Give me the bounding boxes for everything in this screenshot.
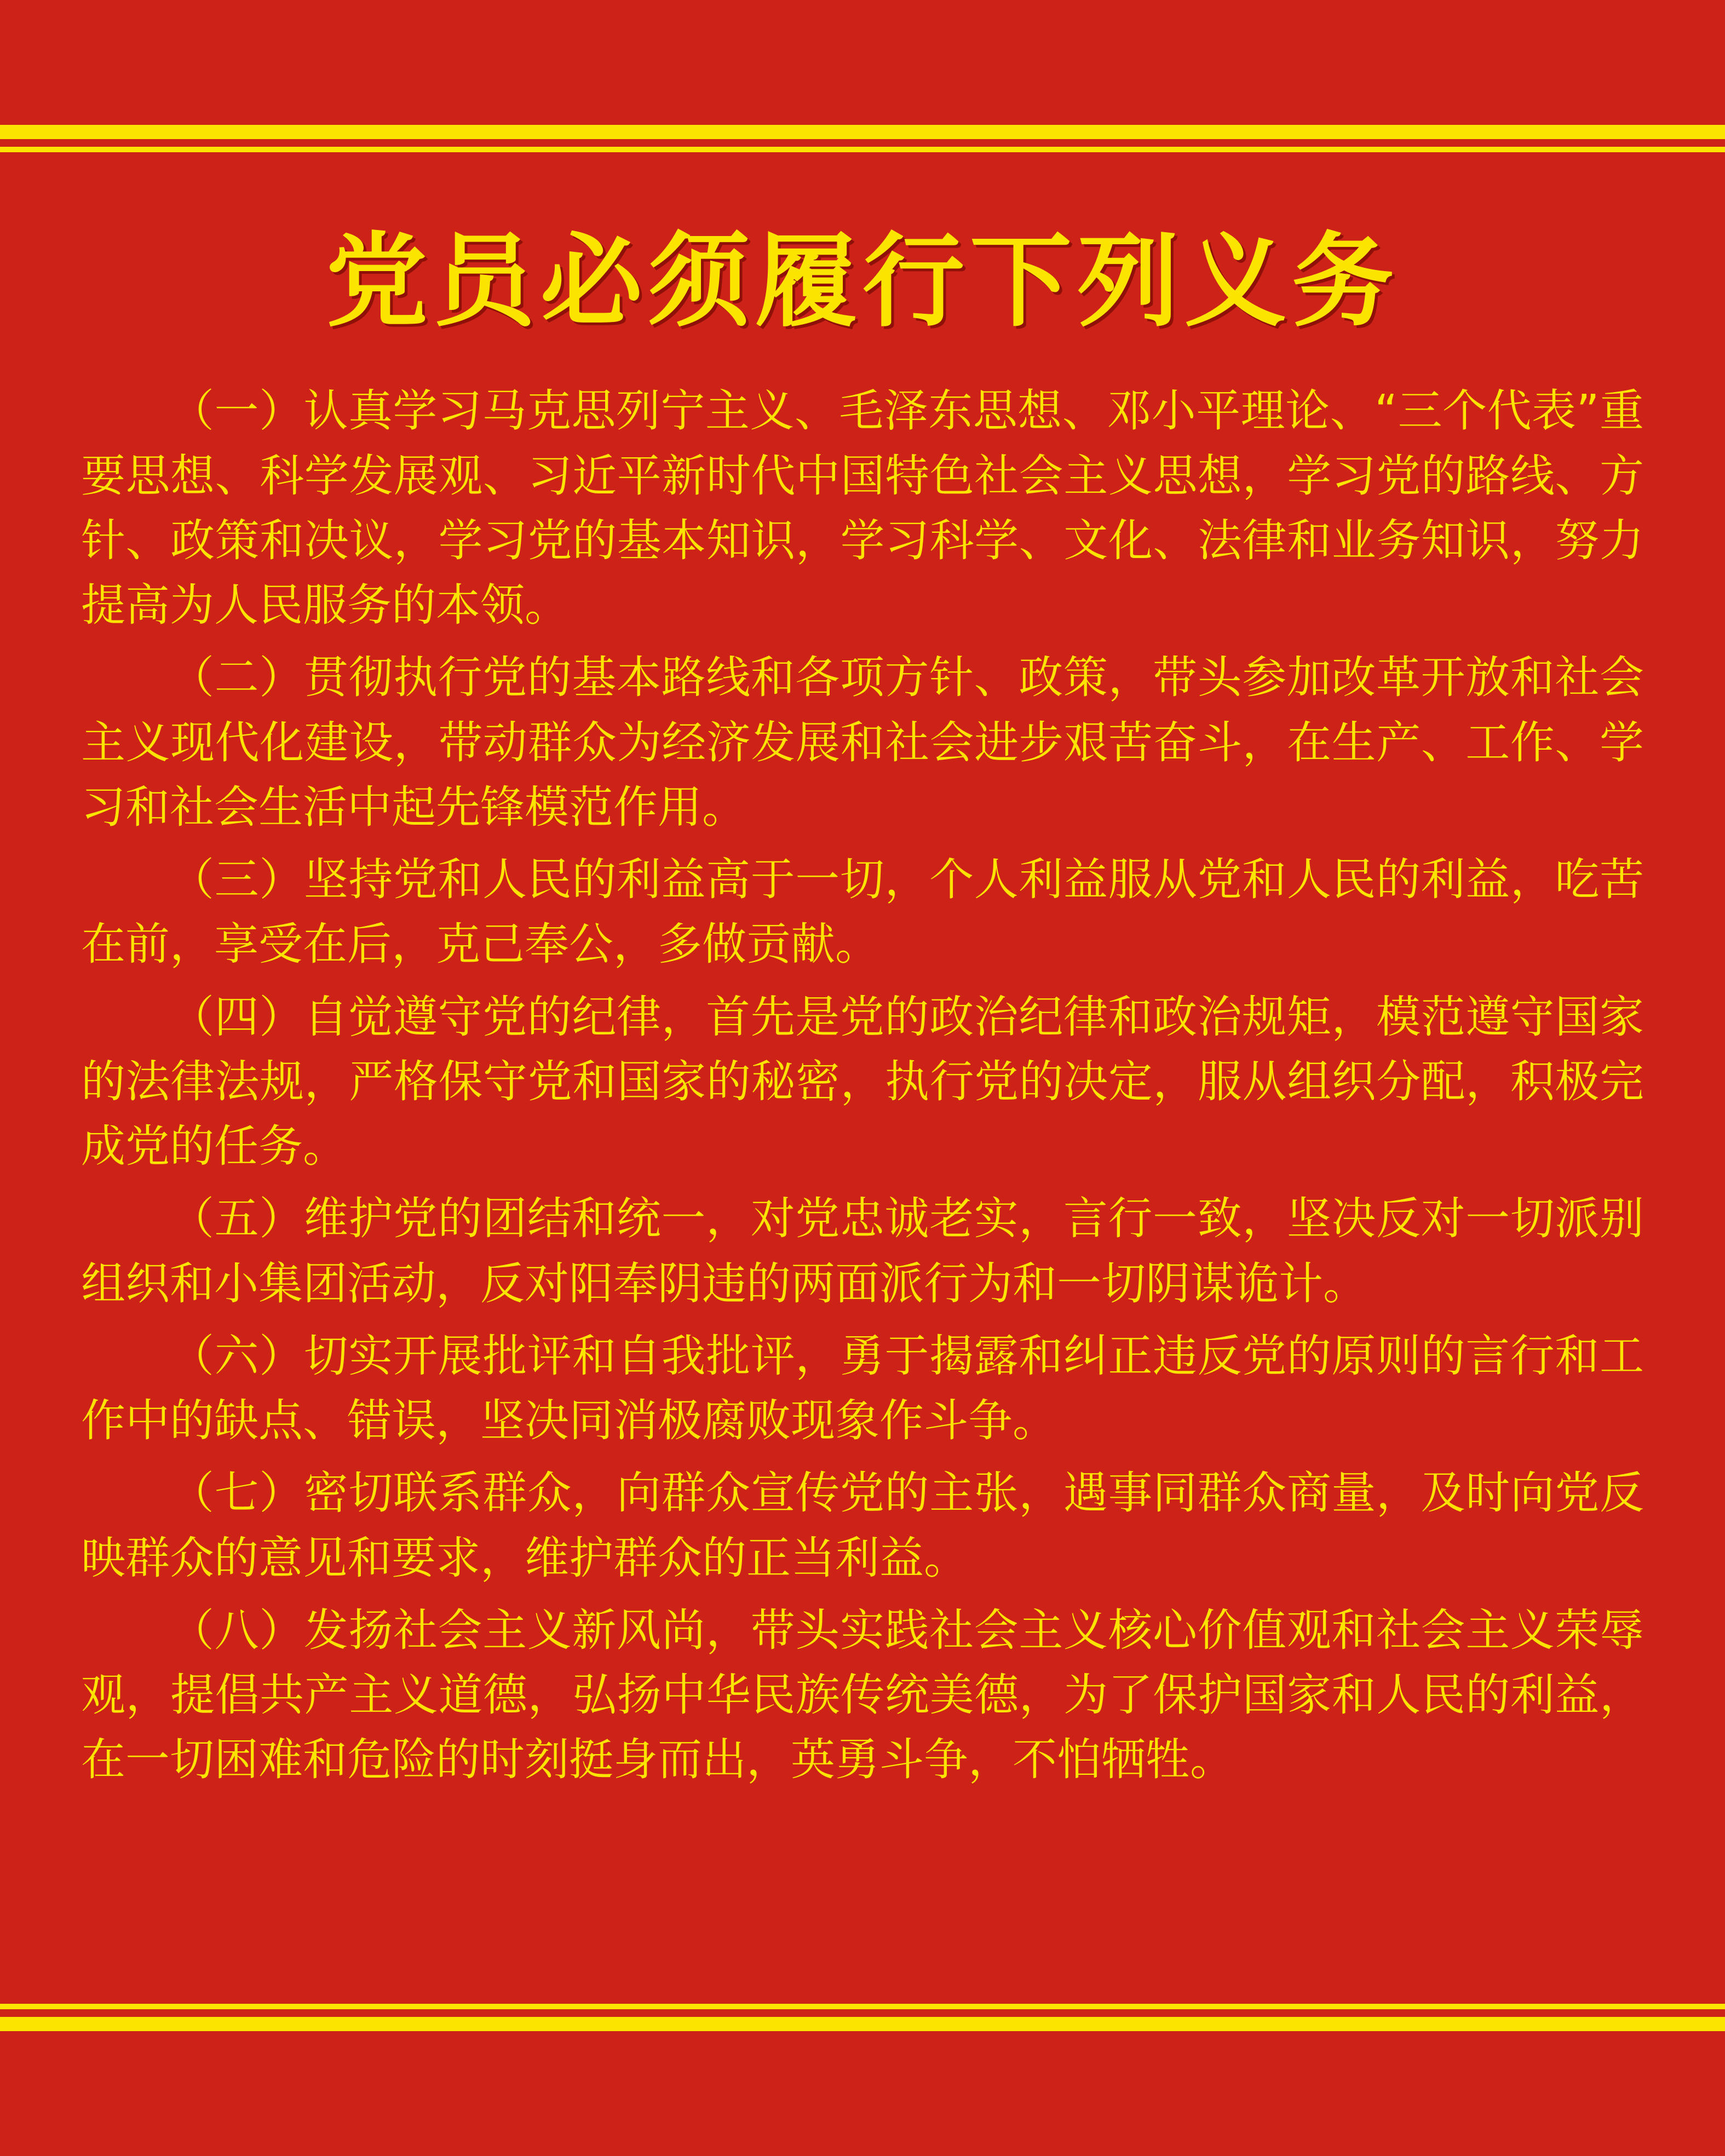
clause-item-5: （五）维护党的团结和统一，对党忠诚老实，言行一致，坚决反对一切派别组织和小集团活动，反对阳奉阴违的两面派行为和一切阴谋诡计。 <box>81 1193 1644 1310</box>
clause-item-8: （八）发扬社会主义新风尚，带头实践社会主义核心价值观和社会主义荣辱观，提倡共产主义道德，弘扬中华民族传统美德，为了保护国家和人民的利益，在一切困难和危险的时刻挺身而出，英勇斗争，不怕牺牲。 <box>81 1605 1644 1786</box>
top-border-rule-inner <box>0 147 1725 152</box>
page-title: 党员必须履行下列义务 <box>325 222 1399 341</box>
clause-item-2: （二）贯彻执行党的基本路线和各项方针、政策，带头参加改革开放和社会主义现代化建设，带动群众为经济发展和社会进步艰苦奋斗，在生产、工作、学习和社会生活中起先锋模范作用。 <box>81 652 1644 833</box>
clause-item-6: （六）切实开展批评和自我批评，勇于揭露和纠正违反党的原则的言行和工作中的缺点、错误，坚决同消极腐败现象作斗争。 <box>81 1330 1644 1447</box>
bottom-border-rule-inner <box>0 2004 1725 2009</box>
clause-item-4: （四）自觉遵守党的纪律，首先是党的政治纪律和政治规矩，模范遵守国家的法律法规，严格保守党和国家的秘密，执行党的决定，服从组织分配，积极完成党的任务。 <box>81 991 1644 1173</box>
clause-item-3: （三）坚持党和人民的利益高于一切，个人利益服从党和人民的利益，吃苦在前，享受在后，克己奉公，多做贡献。 <box>81 854 1644 971</box>
poster-content <box>0 164 1725 1992</box>
clause-item-1: （一）认真学习马克思列宁主义、毛泽东思想、邓小平理论、“三个代表”重要思想、科学发展观、习近平新时代中国特色社会主义思想，学习党的路线、方针、政策和决议，学习党的基本知识，学习科学、文化、法律和业务知识，努力提高为人民服务的本领。 <box>81 386 1644 632</box>
top-border-rule <box>0 125 1725 139</box>
bottom-border-rule <box>0 2017 1725 2031</box>
clause-item-7: （七）密切联系群众，向群众宣传党的主张，遇事同群众商量，及时向党反映群众的意见和要求，维护群众的正当利益。 <box>81 1468 1644 1584</box>
clause-list <box>81 379 1644 1792</box>
